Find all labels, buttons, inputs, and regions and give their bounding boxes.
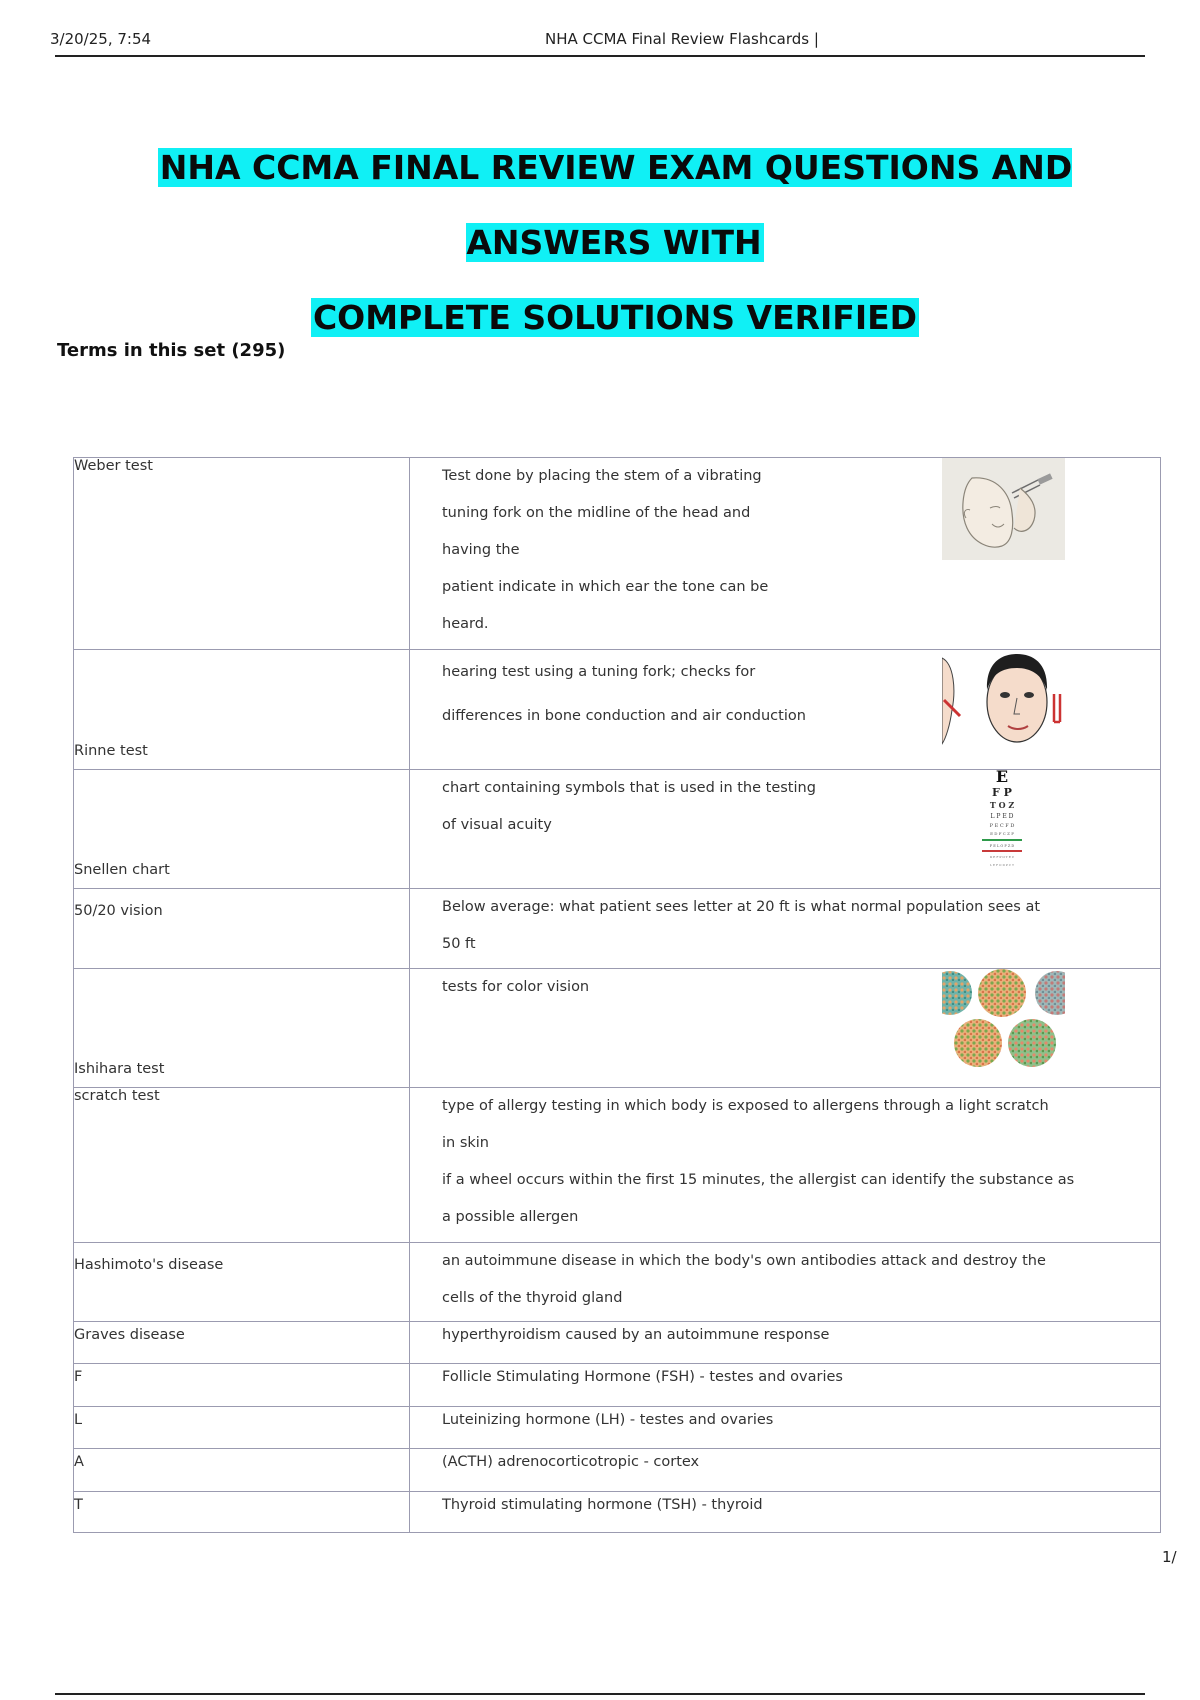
table-row — [74, 1492, 1161, 1533]
definition-cell: Below average: what patient sees letter at 20 ft is what normal population sees at 50 ft — [442, 899, 1041, 952]
svg-text:T O Z: T O Z — [989, 800, 1015, 810]
term-cell: Hashimoto's disease — [74, 1257, 224, 1273]
flashcard-table — [73, 457, 1161, 1533]
definition-cell: chart containing symbols that is used in the testing of visual acuity — [442, 780, 816, 833]
document-title-line1: NHA CCMA FINAL REVIEW EXAM QUESTIONS AND ANSWERS WITH — [159, 148, 1073, 262]
svg-text:F E L O P Z D: F E L O P Z D — [989, 844, 1015, 848]
table-row — [74, 969, 1161, 1088]
definition-cell: type of allergy testing in which body is exposed to allergens through a light scratch in skin if a wheel occurs within the first 15 minutes, the allergist can identify the substance as a possible allergen — [442, 1098, 1075, 1225]
term-cell: F — [74, 1369, 83, 1385]
svg-text:L P E D: L P E D — [990, 813, 1014, 820]
definition-cell: Test done by placing the stem of a vibrating tuning fork on the midline of the head and having the patient indicate in which ear the tone can be heard. — [442, 468, 769, 632]
definition-cell: hearing test using a tuning fork; checks for differences in bone conduction and air conduction — [442, 664, 806, 724]
definition-cell: Follicle Stimulating Hormone (FSH) - testes and ovaries — [442, 1369, 843, 1385]
tuning-fork-on-head-sketch — [942, 458, 1065, 560]
term-cell: scratch test — [74, 1088, 160, 1104]
definition-cell: tests for color vision — [442, 979, 590, 995]
svg-text:F P: F P — [992, 786, 1012, 799]
term-cell: Snellen chart — [74, 862, 170, 878]
term-cell: T — [74, 1497, 83, 1513]
color-vision-plates — [942, 969, 1065, 1071]
table-row — [74, 889, 1161, 969]
table-row — [74, 458, 1161, 650]
term-cell: Weber test — [74, 458, 153, 474]
document-title-line2: COMPLETE SOLUTIONS VERIFIED — [312, 298, 918, 337]
term-cell: 50/20 vision — [74, 903, 163, 919]
table-row — [74, 1322, 1161, 1364]
svg-text:P E C F D: P E C F D — [989, 823, 1015, 829]
page-header-title: NHA CCMA Final Review Flashcards | — [545, 30, 819, 48]
definition-cell: an autoimmune disease in which the body's own antibodies attack and destroy the cells of the thyroid gland — [442, 1253, 1046, 1306]
page-number: 1/ — [1162, 1548, 1177, 1566]
term-cell: Graves disease — [74, 1327, 185, 1343]
table-row — [74, 1449, 1161, 1492]
table-row — [74, 1364, 1161, 1407]
table-row — [74, 1243, 1161, 1322]
svg-text:D E F P O T E C: D E F P O T E C — [989, 855, 1015, 859]
footer-rule — [55, 1693, 1145, 1695]
definition-cell: Thyroid stimulating hormone (TSH) - thyroid — [442, 1497, 763, 1513]
terms-count-label: Terms in this set (295) — [57, 340, 286, 361]
page-header-date: 3/20/25, 7:54 — [50, 30, 152, 48]
document-title — [60, 130, 1170, 355]
table-row — [74, 1407, 1161, 1449]
tuning-fork-behind-ear-illustration — [942, 650, 1065, 752]
term-cell: Ishihara test — [74, 1061, 165, 1077]
header-rule — [55, 55, 1145, 57]
svg-text:E: E — [995, 770, 1009, 786]
term-cell: Rinne test — [74, 743, 148, 759]
term-cell: A — [74, 1454, 84, 1470]
term-cell: L — [74, 1412, 83, 1428]
definition-cell: Luteinizing hormone (LH) - testes and ovaries — [442, 1412, 774, 1428]
eye-chart — [942, 770, 1065, 872]
svg-text:E D F C Z P: E D F C Z P — [990, 831, 1014, 836]
table-row — [74, 650, 1161, 770]
definition-cell: hyperthyroidism caused by an autoimmune response — [442, 1327, 830, 1343]
definition-cell: (ACTH) adrenocorticotropic - cortex — [442, 1454, 700, 1470]
table-row — [74, 1088, 1161, 1243]
svg-text:L E F O D P C T: L E F O D P C T — [989, 863, 1015, 867]
table-row — [74, 770, 1161, 889]
